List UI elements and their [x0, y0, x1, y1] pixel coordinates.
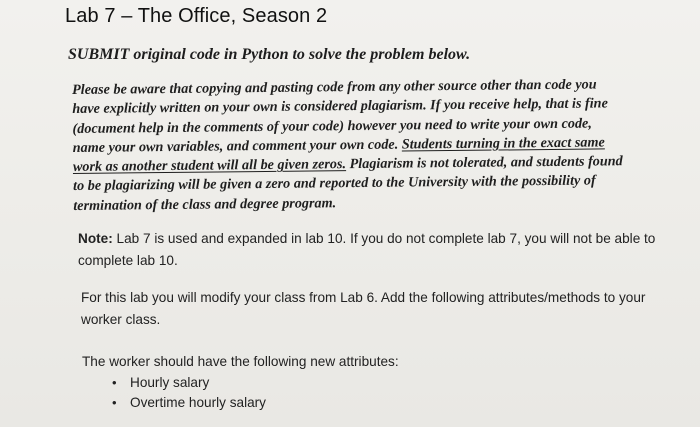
lab6-instruction: For this lab you will modify your class from Lab 6. Add the following attributes/methods to your worker class. [81, 290, 646, 327]
bullet-icon: • [112, 395, 117, 410]
plagiarism-line-7: termination of the class and degree program. [73, 195, 337, 214]
lab-title: Lab 7 – The Office, Season 2 [65, 5, 328, 27]
submit-instruction: SUBMIT original code in Python to solve the problem below. [68, 46, 471, 63]
list-item [112, 373, 266, 393]
plagiarism-line-5: Plagiarism is not tolerated, and students found [345, 153, 623, 173]
note-paragraph [78, 228, 678, 272]
plagiarism-line-2: have explicitly written on your own is considered plagiarism. If you receive help, that is fine [72, 95, 608, 118]
bullet-icon: • [112, 375, 117, 390]
plagiarism-notice [72, 75, 673, 216]
attribute-label: Hourly salary [130, 375, 210, 390]
plagiarism-line-3: (document help in the comments of your code) however you need to write your own code, [72, 115, 592, 137]
note-label: Note: [78, 231, 113, 246]
plagiarism-line-4: name your own variables, and comment your own code. [72, 136, 402, 156]
plagiarism-line-1: Please be aware that copying and pasting code from any other source other than code you [72, 76, 597, 98]
attributes-list [112, 373, 266, 413]
plagiarism-line-6: to be plagiarizing will be given a zero and reported to the University with the possibility of [73, 173, 596, 195]
attribute-label: Overtime hourly salary [130, 395, 266, 410]
list-item [112, 393, 266, 413]
plagiarism-warning-underlined-2: work as another student will all be given zeros. [72, 156, 347, 176]
plagiarism-warning-underlined-1: Students turning in the exact same [401, 134, 605, 153]
attributes-intro: The worker should have the following new attributes: [82, 354, 399, 369]
note-text: Lab 7 is used and expanded in lab 10. If you do not complete lab 7, you will not be able to complete lab 10. [78, 231, 656, 268]
